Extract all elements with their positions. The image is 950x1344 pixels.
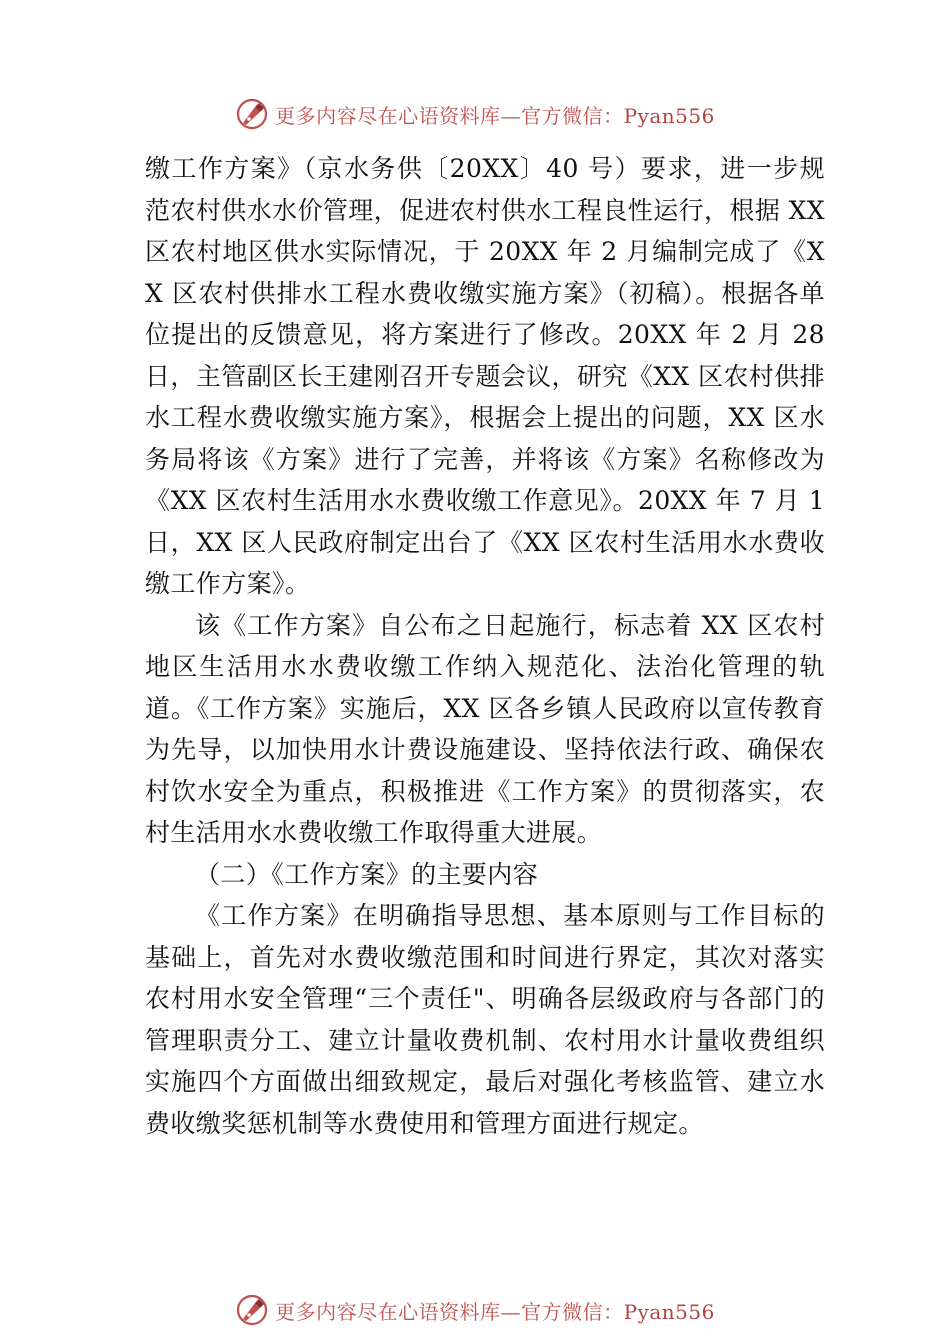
header-banner	[0, 92, 950, 136]
footer-banner	[0, 1288, 950, 1332]
section-heading: （二）《工作方案》的主要内容	[195, 859, 539, 889]
document-body	[145, 148, 825, 1144]
pen-nib-logo-icon	[235, 97, 269, 131]
paragraph-1: 缴工作方案》（京水务供〔20XX〕40 号）要求，进一步规范农村供水水价管理，促进农村供水工程良性运行，根据 XX 区农村地区供水实际情况，于 20XX 年 2 月编制完成了《XX 区农村供排水工程水费收缴实施方案》（初稿）。根据各单位提出的反馈意见，将方案进行了修改。20XX 年 2 月 28 日，主管副区长王建刚召开专题会议，研究《XX 区农村供排水工程水费收缴实施方案》，根据会上提出的问题，XX 区水务局将该《方案》进行了完善，并将该《方案》名称修改为《XX 区农村生活用水水费收缴工作意见》。20XX 年 7 月 1 日，XX 区人民政府制定出台了《XX 区农村生活用水水费收缴工作方案》。	[145, 154, 825, 598]
pen-nib-logo-icon	[235, 1293, 269, 1327]
paragraph-2: 该《工作方案》自公布之日起施行，标志着 XX 区农村地区生活用水水费收缴工作纳入规范化、法治化管理的轨道。《工作方案》实施后，XX 区各乡镇人民政府以宣传教育为先导，以加快用水计费设施建设、坚持依法行政、确保农村饮水安全为重点，积极推进《工作方案》的贯彻落实，农村生活用水水费收缴工作取得重大进展。	[145, 610, 825, 847]
footer-wechat-handle: Pyan556	[623, 1299, 715, 1324]
footer-banner-text: 更多内容尽在心语资料库—官方微信：Pyan556	[275, 1299, 715, 1324]
header-banner-text: 更多内容尽在心语资料库—官方微信：Pyan556	[275, 103, 715, 128]
paragraph-3: 《工作方案》在明确指导思想、基本原则与工作目标的基础上，首先对水费收缴范围和时间进行界定，其次对落实农村用水安全管理“三个责任"、明确各层级政府与各部门的管理职责分工、建立计量收费机制、农村用水计量收费组织实施四个方面做出细致规定，最后对强化考核监管、建立水费收缴奖惩机制等水费使用和管理方面进行规定。	[145, 901, 825, 1138]
header-wechat-handle: Pyan556	[623, 103, 715, 128]
